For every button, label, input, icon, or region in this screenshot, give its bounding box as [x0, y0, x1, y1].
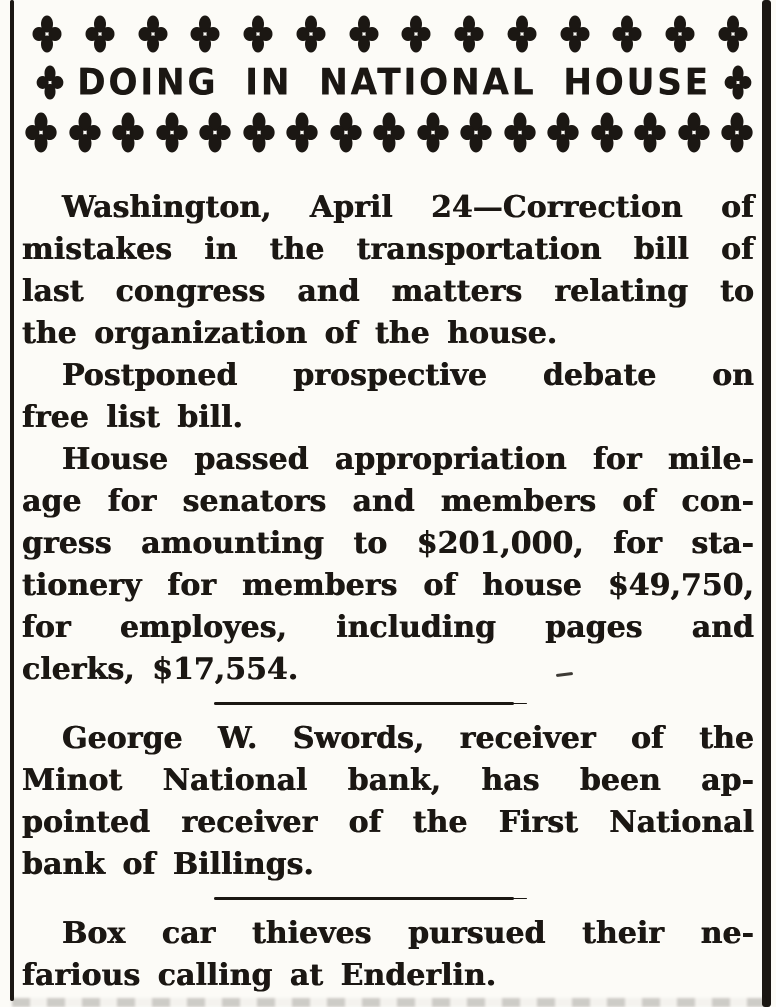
floret-icon	[590, 112, 624, 153]
text-line: House passed appropriation for mile-	[62, 442, 754, 477]
text-line: Box car thieves pursued their ne-	[62, 916, 754, 951]
floret-icon	[85, 15, 115, 53]
floret-icon	[546, 112, 580, 153]
floret-icon	[296, 15, 326, 53]
scan-smudge	[12, 998, 764, 1007]
floret-icon	[560, 15, 590, 53]
section-divider	[214, 702, 514, 705]
floret-icon	[633, 112, 667, 153]
floret-icon	[665, 15, 695, 53]
floret-icon	[32, 15, 62, 53]
text-line: clerks, $17,554.	[22, 652, 299, 687]
text-line: free list bill.	[22, 400, 243, 435]
floret-icon	[329, 112, 363, 153]
floret-icon	[677, 112, 711, 153]
ornament-row-top	[22, 14, 756, 54]
text-line: Postponed prospective debate on	[62, 358, 754, 393]
ornament-row-bottom	[22, 111, 756, 154]
text-line: for employes, including pages and	[22, 610, 754, 645]
floret-icon	[401, 15, 431, 53]
text-line: mistakes in the transportation bill of	[22, 232, 754, 267]
text-line: age for senators and members of con-	[22, 484, 754, 519]
text-line: gress amounting to $201,000, for sta-	[22, 526, 754, 561]
headline-row	[22, 61, 756, 104]
floret-icon	[36, 65, 64, 100]
floret-icon	[718, 15, 748, 53]
floret-icon	[349, 15, 379, 53]
floret-icon	[372, 112, 406, 153]
column-rule-right	[762, 0, 771, 1007]
headline-title: DOING IN NATIONAL HOUSE	[77, 61, 711, 104]
floret-icon	[507, 15, 537, 53]
paragraph	[22, 913, 754, 997]
text-line: last congress and matters relating to	[22, 274, 754, 309]
floret-icon	[724, 65, 752, 100]
floret-icon	[138, 15, 168, 53]
floret-icon	[720, 112, 754, 153]
text-line: pointed receiver of the First National	[22, 805, 754, 840]
floret-icon	[459, 112, 493, 153]
floret-icon	[285, 112, 319, 153]
floret-icon	[612, 15, 642, 53]
floret-icon	[503, 112, 537, 153]
article-body	[22, 187, 754, 997]
paragraph	[22, 187, 754, 355]
floret-icon	[198, 112, 232, 153]
floret-icon	[68, 112, 102, 153]
paragraph	[22, 718, 754, 886]
floret-icon	[190, 15, 220, 53]
text-line: bank of Billings.	[22, 847, 314, 882]
text-line: farious calling at Enderlin.	[22, 958, 497, 993]
floret-icon	[24, 112, 58, 153]
text-line: the organization of the house.	[22, 316, 558, 351]
floret-icon	[243, 15, 273, 53]
column-rule-left	[10, 0, 14, 1001]
section-divider	[214, 897, 514, 900]
text-line: tionery for members of house $49,750,	[22, 568, 754, 603]
paragraph	[22, 439, 754, 691]
text-line: Minot National bank, has been ap-	[22, 763, 754, 798]
floret-icon	[416, 112, 450, 153]
floret-icon	[111, 112, 145, 153]
text-line: George W. Swords, receiver of the	[62, 721, 754, 756]
floret-icon	[242, 112, 276, 153]
text-line: Washington, April 24—Correction of	[62, 190, 754, 225]
floret-icon	[454, 15, 484, 53]
column-content	[22, 0, 756, 997]
paragraph	[22, 355, 754, 439]
floret-icon	[155, 112, 189, 153]
